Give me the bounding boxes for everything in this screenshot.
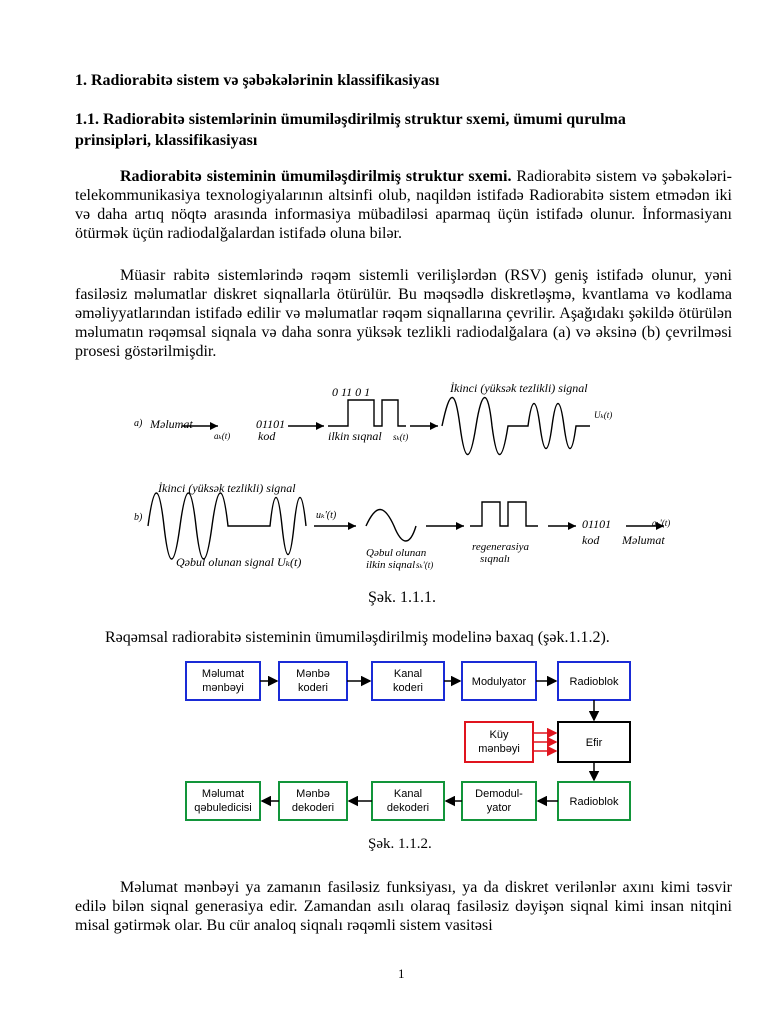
modulated-signal-a xyxy=(442,398,590,455)
label-message-b: Məlumat xyxy=(622,533,665,547)
modulator-label: Modulyator xyxy=(471,676,527,688)
marker-a: a) xyxy=(134,418,143,429)
label-a-k: aₖ(t) xyxy=(214,431,231,441)
radioblock-tx-label: Radioblok xyxy=(569,676,619,688)
paragraph-1 xyxy=(75,167,732,243)
channel-decoder-label-1: Kanal xyxy=(393,788,423,800)
receiver-label-1: Məlumat xyxy=(201,788,245,800)
ether-label: Efir xyxy=(585,737,603,749)
channel-decoder-label-2: dekoderi xyxy=(386,802,430,814)
label-u-prime: uₖ'(t) xyxy=(316,510,337,521)
paragraph-1-lead: Radiorabitə sisteminin ümumiləşdirilmiş struktur sxemi. xyxy=(120,168,512,185)
paragraph-3: Rəqəmsal radiorabitə sisteminin ümumiləşdirilmiş modelinə baxaq (şək.1.1.2). xyxy=(105,629,610,646)
block-diagram xyxy=(180,654,640,826)
radioblock-rx-label: Radioblok xyxy=(569,796,619,808)
label-kod-a: kod xyxy=(258,429,276,443)
paragraph-1-text: Radiorabitə sistem və şəbəkələri- telekommunikasiya texnologiyalarının altsinfi olub, naqildən istifadə Radiorabitə sistem etmədən iki və daha artıq nöqtə arasında informasiya mübadiləsi aparmaq üçün istifadə olunur. İnformasiyanı ötürmək üçün radiodalğalardan istifadə oluna bilər. xyxy=(75,168,732,242)
source-label-2: mənbəyi xyxy=(202,682,244,694)
label-initial-signal: ilkin sıqnal xyxy=(328,429,382,443)
label-kod-b: kod xyxy=(582,533,600,547)
regenerated-signal xyxy=(470,502,538,526)
label-bits: 0 11 0 1 xyxy=(332,385,371,399)
source-label-1: Məlumat xyxy=(201,668,245,680)
receiver-label-2: qəbuledicisi xyxy=(194,802,252,814)
figure-2-caption: Şək. 1.1.2. xyxy=(368,836,432,852)
label-received-initial-1: Qəbul olunan xyxy=(366,547,427,559)
received-modulated-signal xyxy=(148,493,306,559)
signal-conversion-figure xyxy=(120,378,720,580)
heading-1: 1. Radiorabitə sistem və şəbəkələrinin klassifikasiyası xyxy=(75,72,440,89)
source-decoder-label-2: dekoderi xyxy=(291,802,335,814)
initial-square-signal xyxy=(328,400,406,426)
received-initial-signal xyxy=(366,510,416,542)
channel-coder-label-1: Kanal xyxy=(393,668,423,680)
page-number: 1 xyxy=(398,966,405,981)
label-s-k: sₖ(t) xyxy=(393,432,409,442)
label-a-prime: aₖ'(t) xyxy=(652,518,671,528)
source-decoder-label-1: Mənbə xyxy=(296,788,330,800)
label-regen-2: sıqnalı xyxy=(480,553,510,565)
label-code-b: 01101 xyxy=(582,517,612,531)
label-regen-1: regenerasiya xyxy=(472,541,530,553)
label-u-k: Uₖ(t) xyxy=(594,410,613,420)
figure-1-caption: Şək. 1.1.1. xyxy=(368,589,436,606)
demodulator-label-2: yator xyxy=(486,802,512,814)
noise-label-2: mənbəyi xyxy=(478,743,520,755)
source-coder-label-2: koderi xyxy=(298,682,328,694)
label-secondary-b: İkinci (yüksək tezlikli) signal xyxy=(158,481,296,495)
paragraph-2: Müasir rabitə sistemlərində rəqəm sistemli verilişlərdən (RSV) geniş istifadə olunur, yəni fasiləsiz məlumatlar diskret siqnallarla ötürülür. Bu məqsədlə diskretləşmə, kvantlama və kodlama əməliyyatlarından istifadə edilir və məlumatlar rəqəm siqnallarına çevrilir. Aşağıdakı şəkildə ötürülən məlumatın rəqəmsal siqnala və daha sonra yüksək tezlikli radiodalğalara (a) və əksinə (b) çevrilməsi prosesi göstərilmişdir. xyxy=(75,267,732,360)
heading-1-1: 1.1. Radiorabitə sistemlərinin ümumiləşdirilmiş struktur sxemi, ümumi qurulma prinsipləri, klassifikasiyası xyxy=(75,111,626,149)
demodulator-label-1: Demodul- xyxy=(475,788,523,800)
label-s-prime: sₖ'(t) xyxy=(416,560,434,570)
source-coder-label-1: Mənbə xyxy=(296,668,330,680)
label-code-a: 01101 xyxy=(256,417,286,431)
noise-label-1: Küy xyxy=(489,729,509,741)
channel-coder-label-2: koderi xyxy=(393,682,423,694)
paragraph-4: Məlumat mənbəyi ya zamanın fasiləsiz funksiyası, ya da diskret verilənlər axını kimi təsvir edilə bilən siqnal generasiya edir. Zamandan asılı olaraq fasiləsiz dəyişən siqnal kimi insan nitqini misal gətirmək olar. Bu cür analoq siqnalı rəqəmli sistem vasitəsi xyxy=(75,879,732,934)
marker-b: b) xyxy=(134,512,143,523)
noise-source-block xyxy=(465,722,533,762)
label-message-a: Məlumat xyxy=(150,417,193,431)
label-received-signal: Qəbul olunan signal Uₖ(t) xyxy=(176,555,302,569)
label-received-initial-2: ilkin siqnal xyxy=(366,559,416,571)
label-secondary-a: İkinci (yüksək tezlikli) signal xyxy=(450,381,588,395)
